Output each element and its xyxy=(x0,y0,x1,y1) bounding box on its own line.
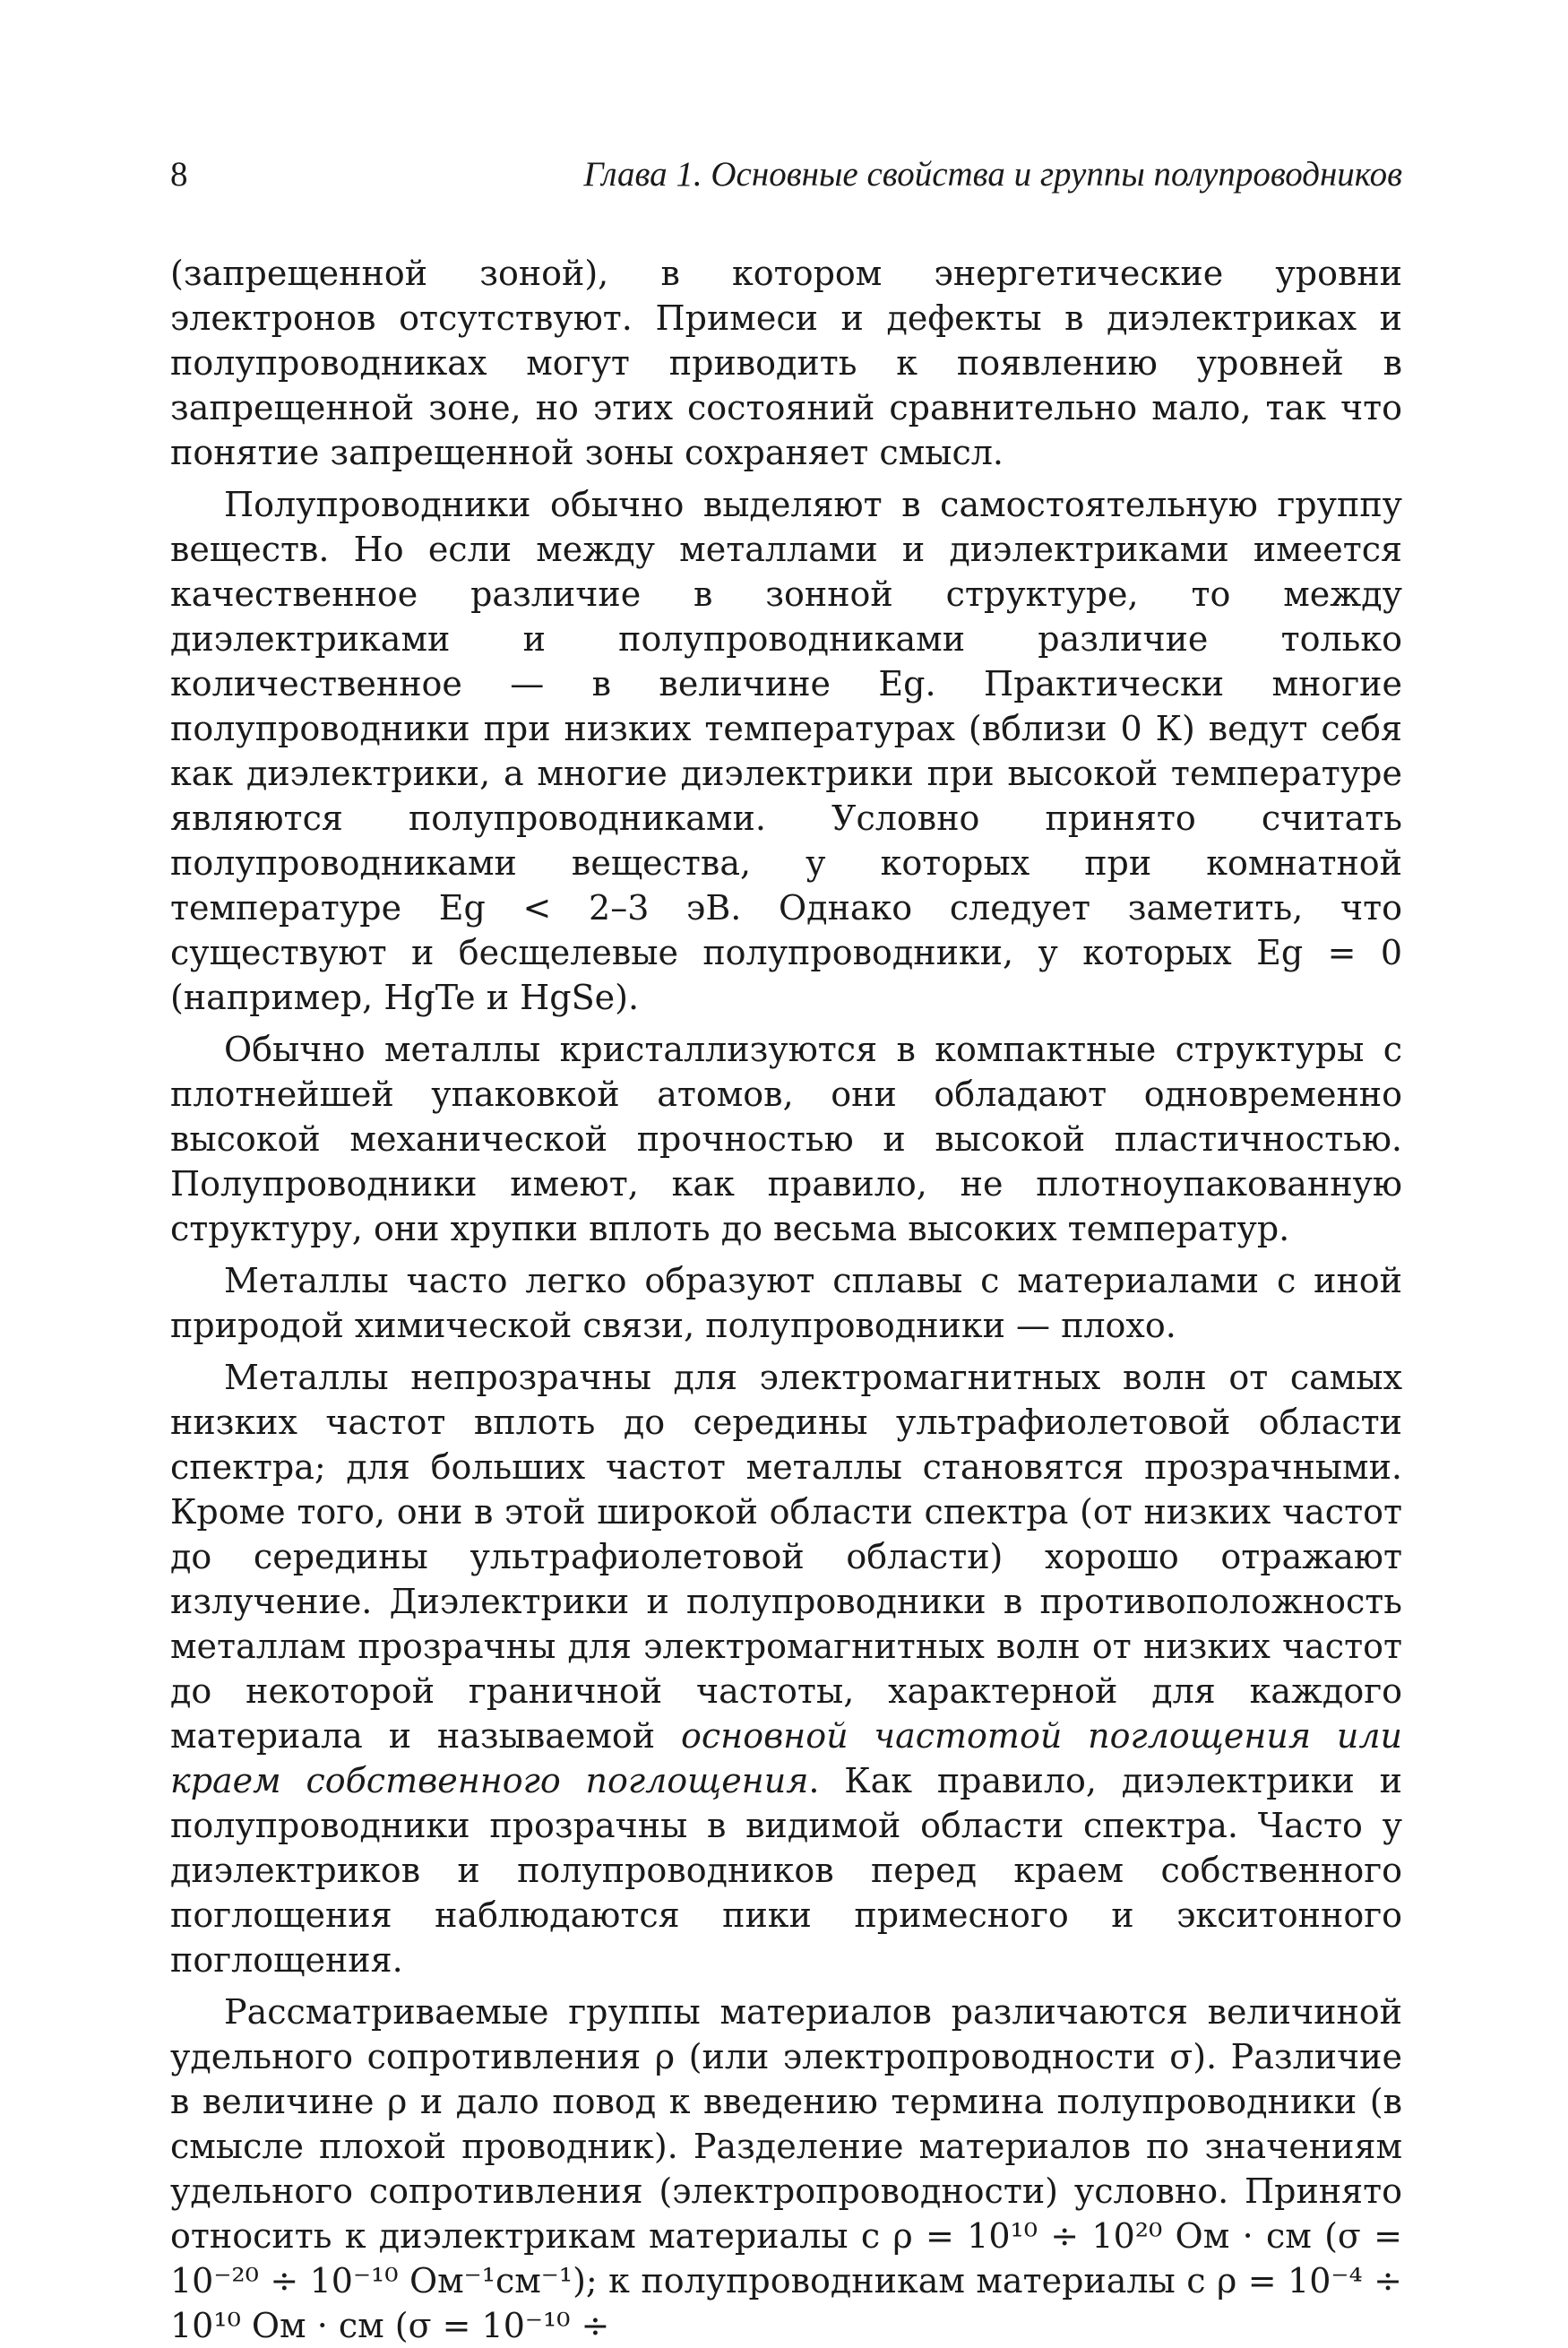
paragraph: Рассматриваемые группы материалов различаются величиной удельного сопротивления ρ (или электропроводности σ). Различие в величине ρ и дало повод к введению термина полупроводники (в смысле плохой проводник). Разделение материалов по значениям удельного сопротивления (электропроводности) условно. Принято относить к диэлектрикам материалы с ρ = 10¹⁰ ÷ 10²⁰ Ом · см (σ = 10⁻²⁰ ÷ 10⁻¹⁰ Ом⁻¹см⁻¹); к полупроводникам материалы с ρ = 10⁻⁴ ÷ 10¹⁰ Ом · см (σ = 10⁻¹⁰ ÷ xyxy=(170,1992,1402,2345)
paragraph: Обычно металлы кристаллизуются в компактные структуры с плотнейшей упаковкой атомов, они обладают одновременно высокой механической прочностью и высокой пластичностью. Полупроводники имеют, как правило, не плотноупакованную структуру, они хрупки вплоть до весьма высоких температур. xyxy=(170,1030,1402,1248)
paragraph: Полупроводники обычно выделяют в самостоятельную группу веществ. Но если между металлами и диэлектриками имеется качественное различие в зонной структуре, то между диэлектриками и полупроводниками различие только количественное — в величине Eg. Практически многие полупроводники при низких температурах (вблизи 0 К) ведут себя как диэлектрики, а многие диэлектрики при высокой температуре являются полупроводниками. Условно принято считать полупроводниками вещества, у которых при комнатной температуре Eg < 2–3 эВ. Однако следует заметить, что существуют и бесщелевые полупроводники, у которых Eg = 0 (например, HgTe и HgSe). xyxy=(170,485,1402,1017)
paragraph-text: . Как правило, диэлектрики и полупроводники прозрачны в видимой области спектра. Часто у диэлектриков и полупроводников перед краем собственного поглощения наблюдаются пики примесного и экситонного поглощения. xyxy=(170,1761,1402,1980)
book-page xyxy=(170,143,1402,2345)
paragraph: Металлы часто легко образуют сплавы с материалами с иной природой химической связи, полупроводники — плохо. xyxy=(170,1261,1402,1345)
page-number: 8 xyxy=(170,155,188,194)
italic-term: основной частотой поглощения или краем собственного поглощения xyxy=(170,1716,1402,1800)
running-head xyxy=(170,143,1402,206)
paragraph-continued: (запрещенной зоной), в котором энергетические уровни электронов отсутствуют. Примеси и дефекты в диэлектриках и полупроводниках могут приводить к появлению уровней в запрещенной зоне, но этих состояний сравнительно мало, так что понятие запрещенной зоны сохраняет смысл. xyxy=(170,254,1402,472)
paragraph-with-term xyxy=(170,1355,1402,1982)
chapter-title: Глава 1. Основные свойства и группы полупроводников xyxy=(583,155,1402,194)
paragraph-text: Металлы непрозрачны для электромагнитных волн от самых низких частот вплоть до середины ультрафиолетовой области спектра; для больших частот металлы становятся прозрачными. Кроме того, они в этой широкой области спектра (от низких частот до середины ультрафиолетовой области) хорошо отражают излучение. Диэлектрики и полупроводники в противоположность металлам прозрачны для электромагнитных волн от низких частот до некоторой граничной частоты, характерной для каждого материала и называемой xyxy=(170,1358,1402,1756)
body-text xyxy=(170,251,1402,2348)
